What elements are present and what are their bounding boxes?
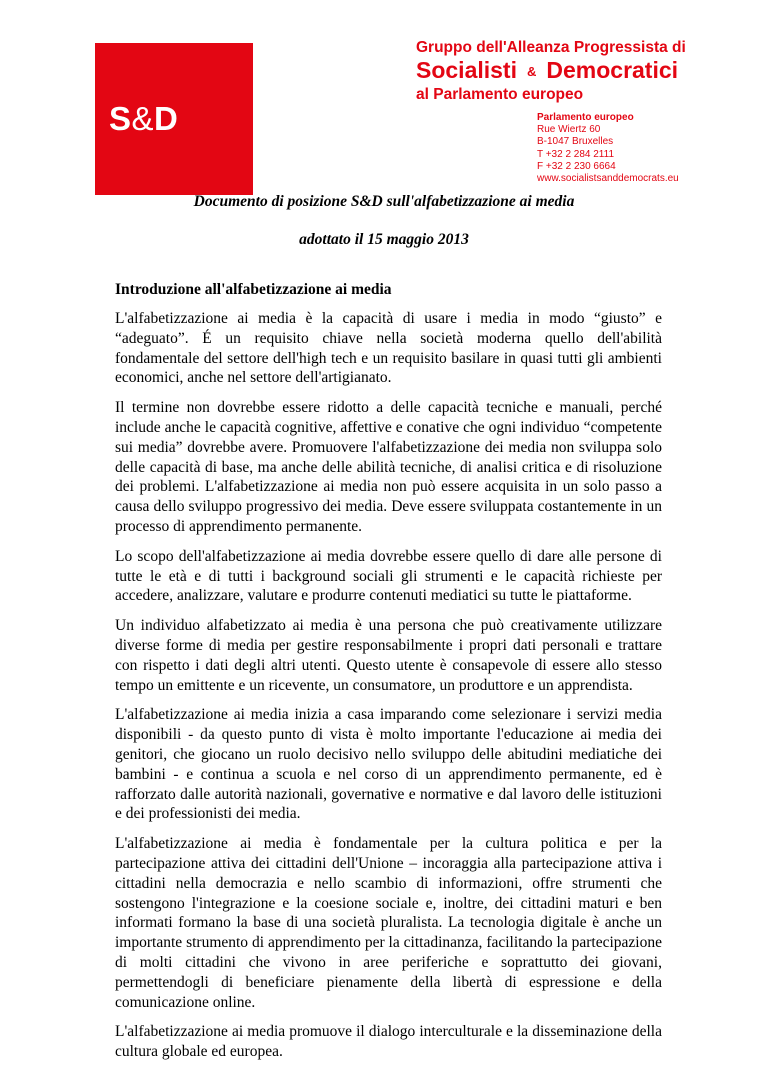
paragraph: L'alfabetizzazione ai media è la capacità di usare i media in modo “giusto” e “adeguato”. É un requisito chiave nella società moderna quello dell'abilità fondamentale del settore dell'high tech e un requisito basilare in quasi tutti gli ambienti economici, anche nel settore dell'artigianato. [115, 310, 662, 387]
paragraph: Un individuo alfabetizzato ai media è una persona che può creativamente utilizzare diverse forme di media per gestire responsabilmente i propri dati personali e trattare con rispetto i dati degli altri utenti. Questo utente è consapevole di essere allo stesso tempo un emittente e un ricevente, un consumatore, un produttore e un apprendista. [115, 617, 662, 694]
paragraph: L'alfabetizzazione ai media inizia a casa imparando come selezionare i servizi media disponibili - da questo punto di vista è molto importante l'educazione ai media dei genitori, che giocano un ruolo decisivo nello sviluppo delle abitudini mediatiche dei bambini - e continua a scuola e nel corso di un apprendimento permanente, ed è rafforzato dalle autorità nazionali, governative e normative e dal lavoro delle istituzioni e dei professionisti dei media. [115, 706, 662, 823]
document-body [115, 280, 662, 1072]
address-phone: T +32 2 284 2111 [537, 148, 615, 160]
sd-logo [95, 43, 253, 195]
paragraph: L'alfabetizzazione ai media promuove il dialogo interculturale e la disseminazione della cultura globale ed europea. [115, 1023, 662, 1061]
logo-ampersand: & [131, 100, 155, 137]
document-title: Documento di posizione S&D sull'alfabetizzazione ai media [193, 193, 575, 210]
paragraph: Lo scopo dell'alfabetizzazione ai media dovrebbe essere quello di dare alle persone di tutte le età e di tutti i background sociali gli strumenti e le capacità richieste per accedere, analizzare, valutare e produrre contenuti mediatici su tutte le piattaforme. [115, 547, 662, 605]
org-line-3: al Parlamento europeo [416, 86, 584, 103]
paragraph: L'alfabetizzazione ai media è fondamentale per la cultura politica e per la partecipazione attiva dei cittadini dell'Unione – incoraggia alla partecipazione attiva i cittadini nella democrazia e nello scambio di informazioni, offre strumenti che sostengono l'integrazione e la coesione sociale e, inoltre, dei cittadini maturi e ben informati formano la base di una società pluralista. La tecnologia digitale è anche un importante strumento di apprendimento per la cittadinanza, facilitando la partecipazione di molti cittadini che vivono in aree periferiche e soprattutto dei giovani, permettendogli di beneficiare pienamente della libertà di espressione e della comunicazione online. [115, 835, 662, 1011]
org-line-2 [416, 57, 686, 85]
organization-header [416, 38, 686, 104]
paragraph: Il termine non dovrebbe essere ridotto a delle capacità tecniche e manuali, perché include anche le capacità cognitive, affettive e conative che ogni individuo “competente sui media” dovrebbe avere. Promuovere l'alfabetizzazione dei media non sviluppa solo delle capacità di base, ma anche delle abilità tecniche, di analisi critica e di risoluzione dei problemi. L'alfabetizzazione ai media non può essere acquisita in un solo passo a causa dello sviluppo progressivo dei media. Deve essere sviluppata costantemente in un processo di apprendimento permanente. [115, 399, 662, 535]
address-city: B-1047 Bruxelles [537, 136, 614, 148]
logo-letter-d: D [154, 100, 179, 137]
address-head: Parlamento europeo [537, 112, 634, 123]
document-date: adottato il 15 maggio 2013 [299, 231, 469, 248]
address-website-link[interactable]: www.socialistsanddemocrats.eu [537, 173, 679, 185]
org-ampersand: & [526, 64, 537, 79]
org-democratici: Democratici [546, 57, 679, 83]
address-block [537, 112, 679, 185]
address-fax: F +32 2 230 6664 [537, 160, 616, 172]
section-title: Introduzione all'alfabetizzazione ai media [115, 281, 392, 298]
org-socialisti: Socialisti [416, 57, 517, 83]
org-line-1: Gruppo dell'Alleanza Progressista di [416, 39, 686, 56]
logo-text [109, 100, 178, 138]
address-street: Rue Wiertz 60 [537, 124, 601, 136]
logo-letter-s: S [109, 100, 132, 137]
